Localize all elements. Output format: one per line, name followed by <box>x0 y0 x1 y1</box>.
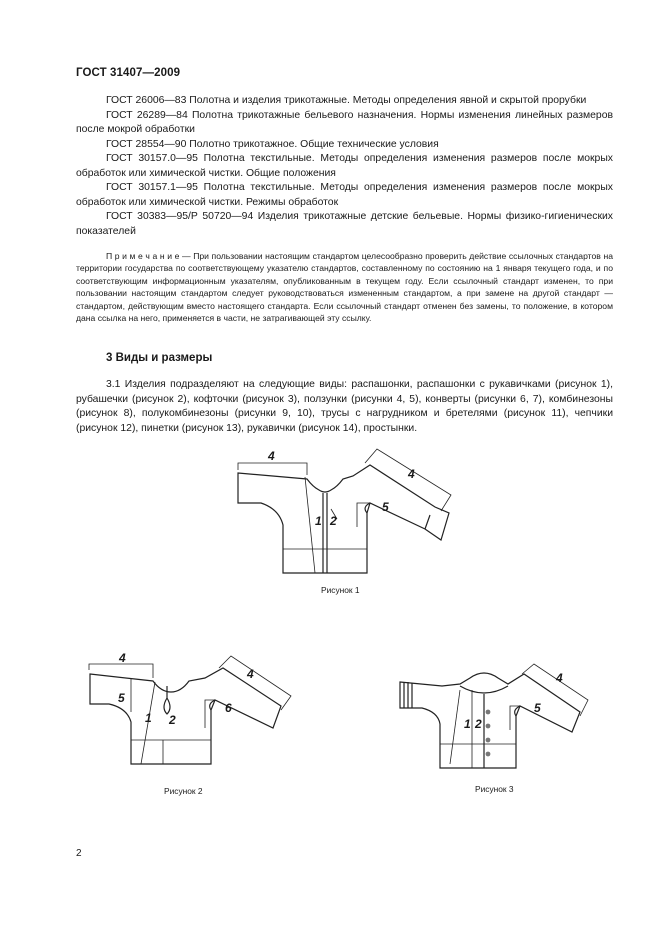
reference-item: ГОСТ 30157.1—95 Полотна текстильные. Методы определения изменения размеров после мокрых обработок или химической чистки. Режимы обработок <box>76 182 613 208</box>
fig3-label-2: 2 <box>475 717 482 731</box>
fig2-label-5: 5 <box>118 691 125 705</box>
header-title: ГОСТ 31407—2009 <box>76 67 181 79</box>
fig1-label-4a: 4 <box>268 449 275 463</box>
fig2-label-6: 6 <box>225 701 232 715</box>
figure-2-caption: Рисунок 2 <box>164 786 203 796</box>
fig2-label-4b: 4 <box>247 667 254 681</box>
reference-item: ГОСТ 30157.0—95 Полотна текстильные. Методы определения изменения размеров после мокрых обработок или химической чистки. Общие положения <box>76 153 613 179</box>
reference-item: ГОСТ 28554—90 Полотно трикотажное. Общие технические условия <box>106 138 439 150</box>
reference-item: ГОСТ 26006—83 Полотна и изделия трикотажные. Методы определения явной и скрытой прорубки <box>106 95 587 106</box>
figure-1-drawing <box>225 445 465 585</box>
figure-2-drawing <box>85 652 305 780</box>
reference-item: ГОСТ 30383—95/Р 50720—94 Изделия трикотажные детские бельевые. Нормы физико-гигиенических показателей <box>76 211 613 237</box>
fig1-label-2: 2 <box>330 514 337 528</box>
page-number: 2 <box>76 848 82 859</box>
fig3-label-1: 1 <box>464 717 471 731</box>
fig3-label-4: 4 <box>556 671 563 685</box>
fig1-label-5: 5 <box>382 500 389 514</box>
note-text: При пользовании настоящим стандартом целесообразно проверить действие ссылочных стандартов на территории государства по соответствующему указателю стандартов, составленному по состоянию на 1 января текущего года, и по соответствующим информационным указателям, опубликованным в текущем году. Если ссылочный стандарт изменен, то при пользовании настоящим стандартом следует руководствоваться измененным стандартом, а при замене на другой стандарт — стандартом, действующим вместо настоящего стандарта. Если ссылочный стандарт отменен без замены, то положение, в котором дана ссылка на него, применяется в части, не затрагивающей эту ссылку. <box>76 251 613 324</box>
fig1-label-1: 1 <box>315 514 322 528</box>
note-label: П р и м е ч а н и е — <box>106 251 191 261</box>
reference-item: ГОСТ 26289—84 Полотна трикотажные бельевого назначения. Нормы изменения линейных размеров после мокрой обработки <box>76 109 613 135</box>
figure-3-drawing <box>400 660 610 778</box>
section-title: 3 Виды и размеры <box>106 352 213 364</box>
fig3-label-5: 5 <box>534 701 541 715</box>
fig2-label-2: 2 <box>169 713 176 727</box>
figure-3-caption: Рисунок 3 <box>475 784 514 794</box>
fig2-label-4a: 4 <box>119 651 126 665</box>
fig1-label-4b: 4 <box>408 467 415 481</box>
figure-1-caption: Рисунок 1 <box>321 585 360 595</box>
note-block <box>76 250 613 324</box>
fig2-label-1: 1 <box>145 711 152 725</box>
normative-references <box>76 94 613 239</box>
section-paragraph: 3.1 Изделия подразделяют на следующие виды: распашонки, распашонки с рукавичками (рисунок 1), рубашечки (рисунок 2), кофточки (рисунок 3), ползунки (рисунки 4, 5), конверты (рисунки 6, 7), комбинезоны (рисунок 8), полукомбинезоны (рисунки 9, 10), трусы с нагрудником и бретелями (рисунок 11), чепчики (рисунок 12), пинетки (рисунок 13), рукавички (рисунок 14), простынки. <box>76 379 613 434</box>
